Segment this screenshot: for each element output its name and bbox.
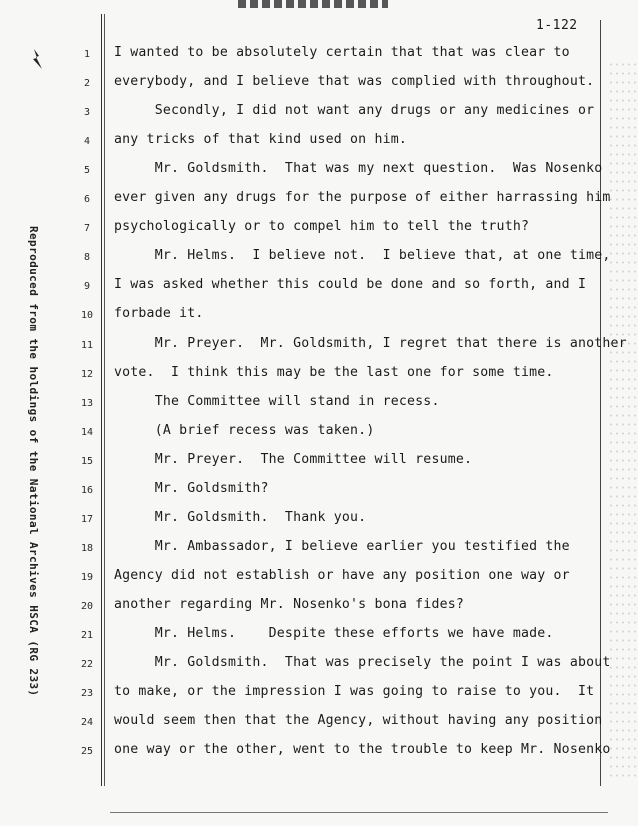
line-number: 9 [83, 281, 91, 293]
scan-noise [608, 60, 636, 780]
transcript-line: ever given any drugs for the purpose of either harrassing him [114, 190, 611, 206]
margin-rule [101, 14, 102, 786]
transcript-line: Mr. Ambassador, I believe earlier you testified the [114, 538, 570, 554]
line-number: 15 [80, 455, 94, 467]
transcript-line: Agency did not establish or have any position one way or [114, 567, 570, 583]
line-number: 12 [80, 368, 94, 380]
line-number: 25 [80, 746, 94, 758]
archive-stamp: Reproduced from the holdings of the National Archives HSCA (RG 233) [27, 226, 40, 697]
transcript-line: Mr. Preyer. The Committee will resume. [114, 451, 473, 467]
transcript-line: Mr. Goldsmith. That was my next question. Was Nosenko [114, 161, 603, 177]
transcript-line: Mr. Helms. I believe not. I believe that, at one time, [114, 248, 611, 264]
line-number: 16 [80, 484, 94, 496]
transcript-line: Secondly, I did not want any drugs or any medicines or [114, 103, 595, 119]
transcript-line: Mr. Preyer. Mr. Goldsmith, I regret that there is another [114, 335, 627, 351]
line-number: 17 [80, 513, 94, 525]
line-number: 5 [83, 165, 91, 177]
line-number: 19 [80, 571, 94, 583]
line-number: 20 [80, 600, 94, 612]
line-number: 21 [80, 630, 94, 641]
transcript-line: The Committee will stand in recess. [114, 393, 440, 409]
header-smudge [238, 0, 388, 8]
transcript-line: Mr. Goldsmith. Thank you. [114, 509, 367, 525]
line-number: 23 [80, 688, 94, 700]
line-number: 24 [80, 717, 94, 729]
page-number: 1-122 [536, 18, 578, 33]
line-number: 4 [83, 136, 91, 148]
line-number: 13 [80, 397, 94, 409]
line-number: 11 [80, 339, 94, 351]
line-number: 10 [80, 310, 94, 322]
transcript-line: another regarding Mr. Nosenko's bona fides? [114, 596, 465, 612]
line-number: 1 [83, 49, 91, 60]
transcript-line: vote. I think this may be the last one for some time. [114, 364, 554, 380]
right-margin-rule [600, 20, 601, 786]
line-number: 8 [83, 252, 91, 264]
line-number: 3 [83, 107, 91, 119]
transcript-line: (A brief recess was taken.) [114, 422, 375, 438]
transcript-line: Mr. Goldsmith? [114, 480, 269, 496]
transcript-line: Mr. Goldsmith. That was precisely the point I was about [114, 655, 611, 671]
transcript-line: psychologically or to compel him to tell the truth? [114, 219, 530, 235]
transcript-line: forbade it. [114, 306, 204, 322]
line-number: 22 [80, 659, 94, 671]
transcript-line: everybody, and I believe that was complied with throughout. [114, 74, 595, 90]
transcript-line: would seem then that the Agency, without having any position [114, 713, 603, 729]
transcript-line: one way or the other, went to the trouble to keep Mr. Nosenko [114, 742, 611, 758]
margin-rule-inner [104, 14, 105, 786]
line-number: 18 [80, 542, 94, 554]
bottom-rule [110, 812, 608, 813]
line-number: 2 [83, 78, 91, 90]
transcript-line: Mr. Helms. Despite these efforts we have made. [114, 626, 554, 641]
line-number: 7 [83, 223, 91, 235]
margin-mark-icon [30, 48, 44, 70]
transcript-line: I was asked whether this could be done and so forth, and I [114, 277, 587, 293]
line-number: 6 [83, 194, 91, 206]
transcript-line: I wanted to be absolutely certain that that was clear to [114, 45, 570, 60]
transcript-line: to make, or the impression I was going to raise to you. It [114, 684, 595, 700]
line-number: 14 [80, 426, 94, 438]
transcript-line: any tricks of that kind used on him. [114, 132, 408, 148]
